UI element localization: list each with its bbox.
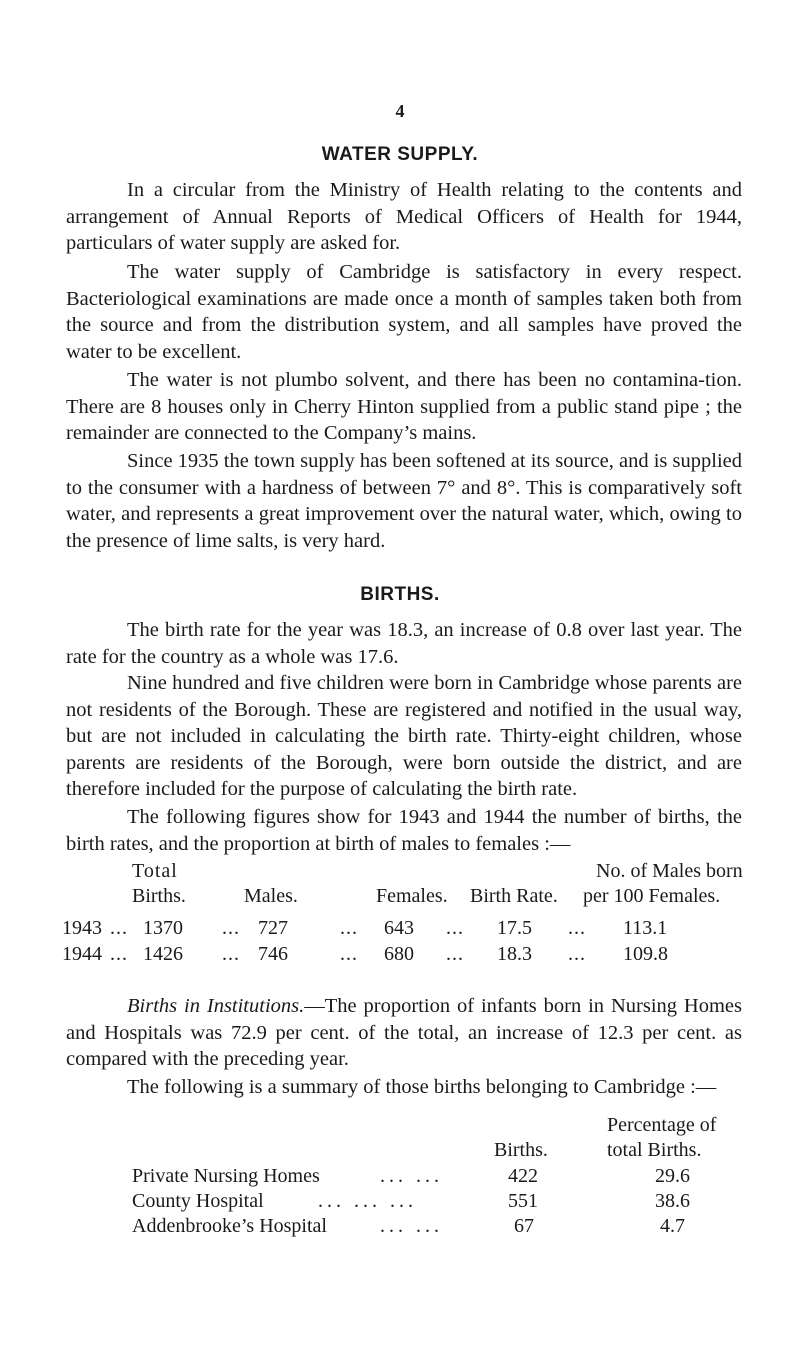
row-males: 727 — [258, 917, 288, 939]
row-births: 551 — [508, 1190, 538, 1212]
row-total: 1426 — [143, 943, 183, 965]
births-heading: BIRTHS. — [360, 584, 440, 605]
leader-dots: ... ... ... — [318, 1190, 417, 1212]
row-institution: Addenbrooke’s Hospital — [132, 1215, 327, 1237]
header-births: Births. — [494, 1139, 548, 1161]
row-births: 422 — [508, 1165, 538, 1187]
header-males: Males. — [244, 885, 298, 907]
births-paragraph-1: The birth rate for the year was 18.3, an increase of 0.8 over last year. The rate for the country as a whole was 17.6. — [66, 619, 742, 668]
row-females: 680 — [384, 943, 414, 965]
leader-dots: ... — [446, 943, 464, 965]
header-per-100-females: per 100 Females. — [583, 885, 721, 907]
header-births: Births. — [132, 885, 186, 907]
header-birth-rate: Birth Rate. — [470, 885, 558, 907]
leader-dots: ... — [568, 917, 586, 939]
header-total-births: total Births. — [607, 1139, 702, 1161]
leader-dots: ... — [568, 943, 586, 965]
births-paragraph-3: The following figures show for 1943 and 1944 the number of births, the birth rates, and the proportion at birth of males to females :— — [66, 806, 742, 855]
row-percentage: 38.6 — [655, 1190, 690, 1212]
births-paragraph-2: Nine hundred and five children were born in Cambridge whose parents are not residents of the Borough. These are registered and notified in the usual way, but are not included in calculating the birth rate. Thirty-eight children, whose parents are residents of the Borough, were born outside the district, and are therefore included for the purpose of calculating the birth rate. — [66, 672, 742, 800]
leader-dots: ... — [110, 943, 128, 965]
row-institution: Private Nursing Homes — [132, 1165, 320, 1187]
leader-dots: ... ... — [380, 1165, 443, 1187]
row-birth-rate: 17.5 — [497, 917, 532, 939]
water-paragraph-3: The water is not plumbo solvent, and there has been no contamina-tion. There are 8 houses only in Cherry Hinton supplied from a public stand pipe ; the remainder are connected to the Company’s mains. — [66, 369, 742, 444]
summary-table — [0, 1112, 800, 1272]
row-males: 746 — [258, 943, 288, 965]
leader-dots: ... — [222, 943, 240, 965]
row-year: 1943 — [62, 917, 102, 939]
row-per-100: 109.8 — [623, 943, 668, 965]
header-total: Total — [132, 860, 178, 882]
row-females: 643 — [384, 917, 414, 939]
row-year: 1944 — [62, 943, 102, 965]
row-institution: County Hospital — [132, 1190, 264, 1212]
page-number: 4 — [395, 101, 405, 121]
water-paragraph-4: Since 1935 the town supply has been softened at its source, and is supplied to the consumer with a hardness of between 7° and 8°. This is comparatively soft water, and represents a great improvement over the natural water, which, owing to the presence of lime salts, is very hard. — [66, 450, 742, 552]
births-table — [0, 858, 800, 978]
summary-intro: The following is a summary of those births belonging to Cambridge :— — [127, 1076, 717, 1098]
header-females: Females. — [376, 885, 448, 907]
institutions-title: Births in Institutions. — [127, 995, 305, 1017]
row-births: 67 — [514, 1215, 534, 1237]
institutions-paragraph — [66, 993, 742, 1073]
leader-dots: ... — [110, 917, 128, 939]
header-percentage-of: Percentage of — [607, 1114, 717, 1136]
leader-dots: ... — [340, 917, 358, 939]
row-birth-rate: 18.3 — [497, 943, 532, 965]
water-supply-heading: WATER SUPPLY. — [321, 144, 479, 165]
water-paragraph-2: The water supply of Cambridge is satisfactory in every respect. Bacteriological examinations are made once a month of samples taken both from the source and from the distribution system, and all samples have proved the water to be excellent. — [66, 261, 742, 363]
row-per-100: 113.1 — [623, 917, 668, 939]
leader-dots: ... — [340, 943, 358, 965]
leader-dots: ... ... — [380, 1215, 443, 1237]
row-percentage: 4.7 — [660, 1215, 685, 1237]
header-males-born: No. of Males born — [596, 860, 743, 882]
leader-dots: ... — [222, 917, 240, 939]
institutions-text: —The proportion of infants born in Nursing Homes and Hospitals was 72.9 per cent. of the total, an increase of 12.3 per cent. as compared with the preceding year. — [66, 995, 742, 1070]
leader-dots: ... — [446, 917, 464, 939]
row-percentage: 29.6 — [655, 1165, 690, 1187]
water-paragraph-1: In a circular from the Ministry of Health relating to the contents and arrangement of Annual Reports of Medical Officers of Health for 1944, particulars of water supply are asked for. — [66, 179, 742, 254]
row-total: 1370 — [143, 917, 183, 939]
